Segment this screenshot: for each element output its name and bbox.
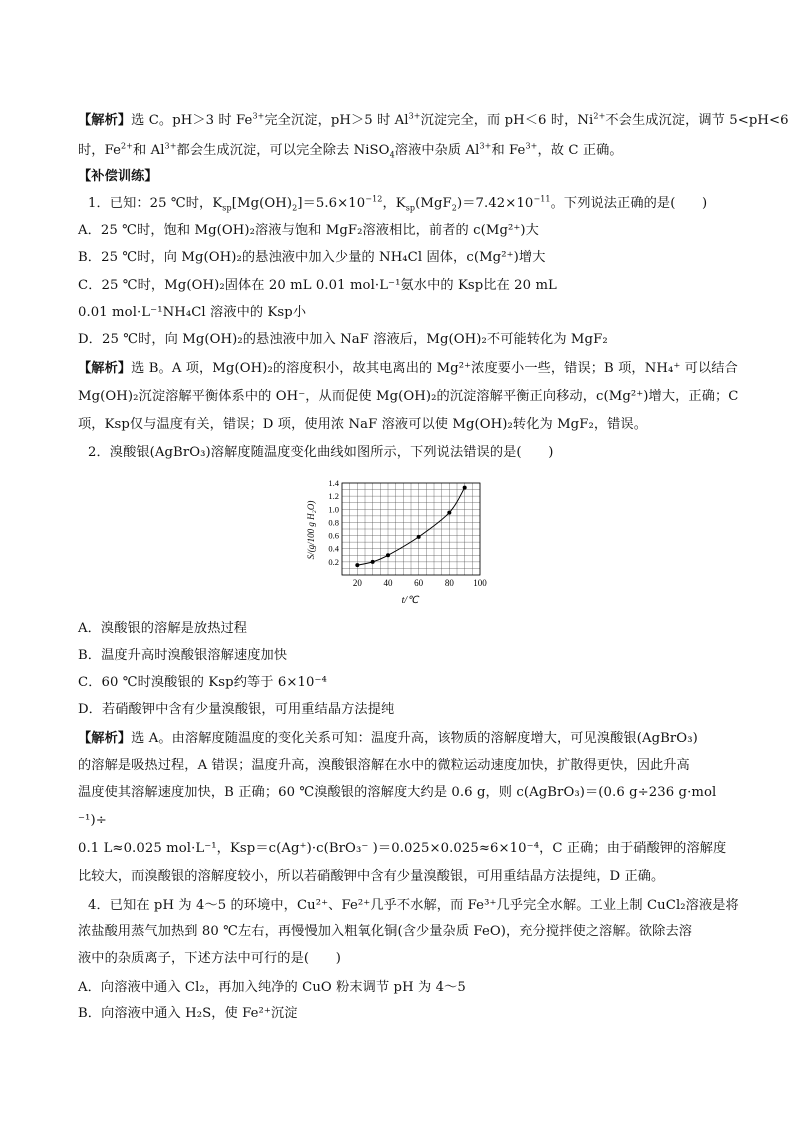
p1-line2: 时，$Fe^{2+}$和 $Al^{3+}$都会生成沉淀，可以完全除去 NiSO$_4$溶液中杂质 $Al^{3+}$和 $Fe^{3+}$，故 C 正确。 <box>78 141 623 160</box>
section-title: 【补偿训练】 <box>78 169 158 184</box>
q4-option-a: A．向溶液中通入 Cl₂，再加入纯净的 CuO 粉末调节 pH 为 4～5 <box>78 980 466 995</box>
q4-stem-line2: 浓盐酸用蒸气加热到 80 ℃左右，再慢慢加入粗氧化铜(含少量杂质 FeO)，充分搅拌使之溶解。欲除去溶 <box>78 924 693 939</box>
q4-stem-line3: 液中的杂质离子，下述方法中可行的是( ) <box>78 951 341 966</box>
q1-option-b: B．25 ℃时，向 Mg(OH)₂的悬浊液中加入少量的 NH₄Cl 固体，c(Mg²⁺)增大 <box>78 250 546 265</box>
q1-option-c-line1: C．25 ℃时，Mg(OH)₂固体在 20 mL 0.01 mol·L⁻¹氨水中的 Ksp比在 20 mL <box>78 278 557 293</box>
q2-analysis-line2: 的溶解是吸热过程，A 错误；温度升高，溴酸银溶解在水中的微粒运动速度加快，扩散得更快，因此升高 <box>78 758 690 773</box>
data-point <box>355 563 359 567</box>
y-tick-label: 1.0 <box>328 504 339 515</box>
y-tick-label: 0.8 <box>328 517 339 528</box>
q1-option-c-line2: 0.01 mol·L⁻¹NH₄Cl 溶液中的 Ksp小 <box>78 305 307 320</box>
q1-option-a: A．25 ℃时，饱和 Mg(OH)₂溶液与饱和 MgF₂溶液相比，前者的 c(Mg²⁺)大 <box>78 223 539 238</box>
q2-analysis-line3: 温度使其溶解速度加快，B 正确；60 ℃溴酸银的溶解度大约是 0.6 g，则 c(AgBrO₃)＝(0.6 g÷236 g·mol <box>78 785 717 800</box>
y-tick-label: 1.2 <box>328 491 339 502</box>
x-tick-label: 80 <box>444 578 454 588</box>
q4-option-b: B．向溶液中通入 H₂S，使 Fe²⁺沉淀 <box>78 1006 298 1021</box>
x-axis-label: t/℃ <box>401 595 419 605</box>
q2-option-c: C．60 ℃时溴酸银的 Ksp约等于 6×10⁻⁴ <box>78 675 327 690</box>
y-axis-label: S/(g/100 g H₂O) <box>306 500 316 560</box>
data-point <box>463 486 467 490</box>
x-tick-label: 40 <box>383 578 393 588</box>
q1-option-d: D．25 ℃时，向 Mg(OH)₂的悬浊液中加入 NaF 溶液后，Mg(OH)₂不可能转化为 MgF₂ <box>78 332 608 347</box>
x-tick-label: 60 <box>414 578 424 588</box>
q2-option-b: B．温度升高时溴酸银溶解速度加快 <box>78 648 288 663</box>
q1-analysis-line2: Mg(OH)₂沉淀溶解平衡体系中的 OH⁻，从而促使 Mg(OH)₂的沉淀溶解平衡正向移动，c(Mg²⁺)增大，正确；C <box>78 389 739 404</box>
data-point <box>417 535 421 539</box>
data-point <box>371 560 375 564</box>
q2-analysis-line4: ⁻¹)÷ <box>78 813 107 828</box>
data-point <box>447 511 451 515</box>
y-tick-label: 0.6 <box>328 530 339 541</box>
q1-stem: 1．已知：25 ℃时，$K_{sp}[Mg(OH)_2]=5.6\times 10^{-12}$，$K_{sp}(MgF_2)=7.42\times 10^{-11}$。下列说法正确的是( ) <box>88 194 708 213</box>
data-point <box>386 553 390 557</box>
q1-analysis-line3: 项，Ksp仅与温度有关，错误；D 项，使用浓 NaF 溶液可以使 Mg(OH)₂转化为 MgF₂，错误。 <box>78 417 647 432</box>
p1-line1: 【解析】选 C。pH＞3 时 $Fe^{3+}$完全沉淀，pH＞5 时 $Al^{3+}$沉淀完全，而 pH＜6 时，$Ni^{2+}$不会生成沉淀，调节 5<pH<6 <box>78 111 789 128</box>
q2-option-d: D．若硝酸钾中含有少量溴酸银，可用重结晶方法提纯 <box>78 702 395 717</box>
solubility-chart <box>300 475 500 605</box>
q2-analysis-line6: 比较大，而溴酸银的溶解度较小，所以若硝酸钾中含有少量溴酸银，可用重结晶方法提纯，D 正确。 <box>78 869 665 884</box>
q1-analysis-line1: 【解析】选 B。A 项，Mg(OH)₂的溶度积小，故其电离出的 Mg²⁺浓度要小一些，错误；B 项，NH₄⁺ 可以结合 <box>78 361 738 376</box>
q4-stem-line1: 4．已知在 pH 为 4～5 的环境中，Cu²⁺、Fe²⁺几乎不水解，而 Fe³⁺几乎完全水解。工业上制 CuCl₂溶液是将 <box>88 898 739 913</box>
q2-analysis-line5: 0.1 L≈0.025 mol·L⁻¹，Ksp＝c(Ag⁺)·c(BrO₃⁻ )＝0.025×0.025≈6×10⁻⁴，C 正确；由于硝酸钾的溶解度 <box>78 841 727 856</box>
y-tick-label: 1.4 <box>328 478 339 488</box>
chart-ticks <box>328 478 487 588</box>
q2-stem: 2．溴酸银(AgBrO₃)溶解度随温度变化曲线如图所示，下列说法错误的是( ) <box>88 445 554 460</box>
y-tick-label: 0.2 <box>328 556 339 567</box>
q2-option-a: A．溴酸银的溶解是放热过程 <box>78 621 248 636</box>
x-tick-label: 100 <box>473 578 487 588</box>
q2-analysis-line1: 【解析】选 A。由溶解度随温度的变化关系可知：温度升高，该物质的溶解度增大，可见溴酸银(AgBrO₃) <box>78 731 698 746</box>
x-tick-label: 20 <box>352 578 362 588</box>
y-tick-label: 0.4 <box>328 543 339 554</box>
